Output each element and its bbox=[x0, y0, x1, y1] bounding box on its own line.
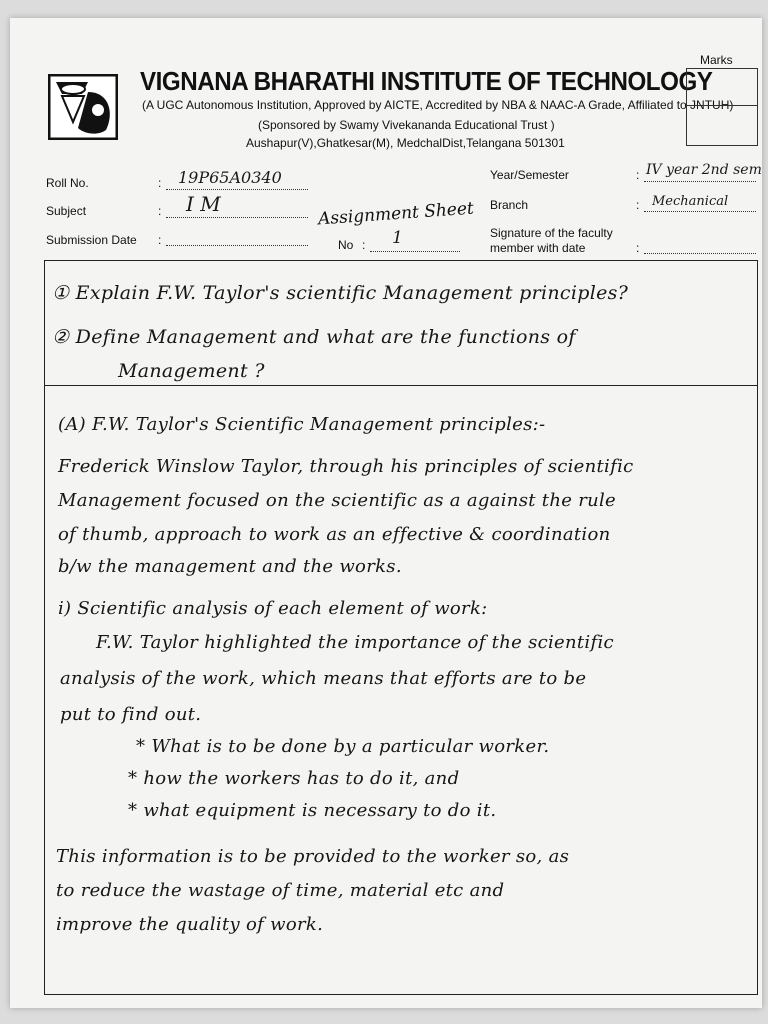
college-name: VIGNANA BHARATHI INSTITUTE OF TECHNOLOGY bbox=[140, 66, 713, 96]
marks-box bbox=[686, 68, 758, 146]
answer-line: Management focused on the scientific as a against the rule bbox=[58, 490, 616, 511]
question-2-continued: Management ? bbox=[118, 360, 265, 382]
affiliation-text: (A UGC Autonomous Institution, Approved by AICTE, Accredited by NBA & NAAC-A Grade, Affiliated to JNTUH) bbox=[142, 98, 734, 112]
question-1: ① Explain F.W. Taylor's scientific Management principles? bbox=[52, 282, 629, 304]
address-text: Aushapur(V),Ghatkesar(M), MedchalDist,Telangana 501301 bbox=[246, 136, 565, 150]
branch-value: Mechanical bbox=[652, 194, 729, 209]
answer-subheading: i) Scientific analysis of each element of work: bbox=[58, 598, 488, 619]
bullet-item: * What is to be done by a particular worker. bbox=[136, 736, 550, 757]
subject-value: I M bbox=[186, 192, 221, 216]
no-value: 1 bbox=[392, 228, 403, 248]
bullet-item: * how the workers has to do it, and bbox=[128, 768, 460, 789]
roll-no-label: Roll No. bbox=[46, 176, 89, 190]
roll-no-value: 19P65A0340 bbox=[178, 168, 282, 187]
answer-heading: (A) F.W. Taylor's Scientific Management principles:- bbox=[58, 414, 546, 435]
answer-line: put to find out. bbox=[60, 704, 202, 725]
question-2: ② Define Management and what are the functions of bbox=[52, 326, 576, 348]
no-label: No bbox=[338, 238, 354, 252]
answer-line: analysis of the work, which means that efforts are to be bbox=[60, 668, 587, 689]
assignment-sheet-title: Assignment Sheet bbox=[317, 198, 475, 230]
year-semester-label: Year/Semester bbox=[490, 168, 569, 182]
signature-label-line1: Signature of the faculty bbox=[490, 226, 613, 240]
answer-line: b/w the management and the works. bbox=[58, 556, 402, 577]
answer-line: F.W. Taylor highlighted the importance of the scientific bbox=[96, 632, 614, 653]
answer-line: This information is to be provided to the worker so, as bbox=[56, 846, 570, 867]
college-logo bbox=[48, 74, 118, 140]
answer-line: improve the quality of work. bbox=[56, 914, 324, 935]
answer-line: Frederick Winslow Taylor, through his principles of scientific bbox=[58, 456, 634, 477]
marks-label: Marks bbox=[700, 53, 733, 67]
answer-line: of thumb, approach to work as an effective & coordination bbox=[58, 524, 611, 545]
submission-date-label: Submission Date bbox=[46, 233, 137, 247]
year-semester-value: IV year 2nd sem bbox=[646, 162, 762, 178]
branch-label: Branch bbox=[490, 198, 529, 212]
subject-label: Subject bbox=[46, 204, 87, 218]
signature-label-line2: member with date bbox=[490, 241, 586, 255]
answer-line: to reduce the wastage of time, material etc and bbox=[56, 880, 505, 901]
bullet-item: * what equipment is necessary to do it. bbox=[128, 800, 497, 821]
sponsor-text: (Sponsored by Swamy Vivekananda Educational Trust ) bbox=[258, 118, 555, 132]
